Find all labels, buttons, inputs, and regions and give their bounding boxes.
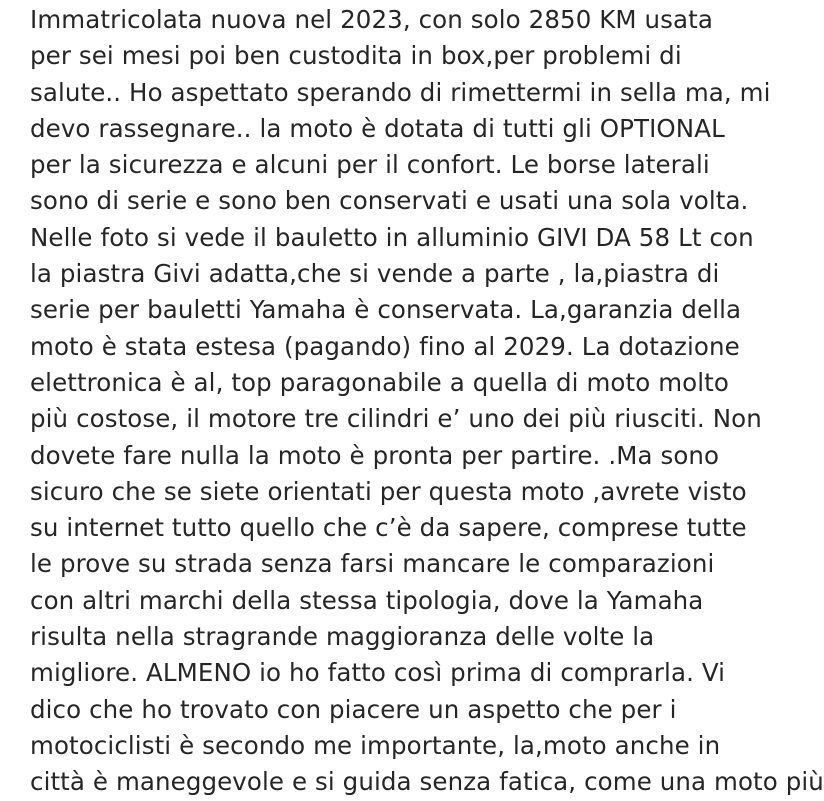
description-line: sono di serie e sono ben conservati e usati una sola volta.	[30, 186, 749, 216]
description-line: per sei mesi poi ben custodita in box,per problemi di	[30, 41, 682, 71]
description-line: dico che ho trovato con piacere un aspetto che per i	[30, 694, 677, 724]
description-line: Immatricolata nuova nel 2023, con solo 2850 KM usata	[30, 5, 713, 34]
description-line: Nelle foto si vede il bauletto in alluminio GIVI DA 58 Lt con	[30, 222, 754, 252]
description-line: elettronica è al, top paragonabile a quella di moto molto	[30, 367, 729, 397]
description-line: con altri marchi della stessa tipologia, dove la Yamaha	[30, 585, 704, 615]
description-line: per la sicurezza e alcuni per il confort. Le borse laterali	[30, 150, 710, 180]
description-line: moto è stata estesa (pagando) fino al 2029. La dotazione	[30, 331, 740, 361]
description-line: più costose, il motore tre cilindri e’ uno dei più riusciti. Non	[30, 404, 762, 434]
listing-description	[30, 2, 824, 797]
description-line: su internet tutto quello che c’è da sapere, comprese tutte	[30, 513, 747, 543]
description-line: dovete fare nulla la moto è pronta per partire. .Ma sono	[30, 440, 720, 470]
description-line: sicuro che se siete orientati per questa moto ,avrete visto	[30, 476, 747, 506]
description-line-partial: città è maneggevole e si guida senza fatica, come una moto più	[30, 767, 824, 797]
description-line: motociclisti è secondo me importante, la,moto anche in	[30, 730, 721, 760]
description-line: salute.. Ho aspettato sperando di rimettermi in sella ma, mi	[30, 77, 771, 107]
description-line: risulta nella stragrande maggioranza delle volte la	[30, 622, 655, 652]
description-line: migliore. ALMENO io ho fatto così prima di comprarla. Vi	[30, 658, 726, 688]
description-line: le prove su strada senza farsi mancare le comparazioni	[30, 549, 715, 579]
description-line: la piastra Givi adatta,che si vende a parte , la,piastra di	[30, 259, 720, 289]
description-line: serie per bauletti Yamaha è conservata. La,garanzia della	[30, 295, 742, 325]
description-line: devo rassegnare.. la moto è dotata di tutti gli OPTIONAL	[30, 113, 725, 143]
